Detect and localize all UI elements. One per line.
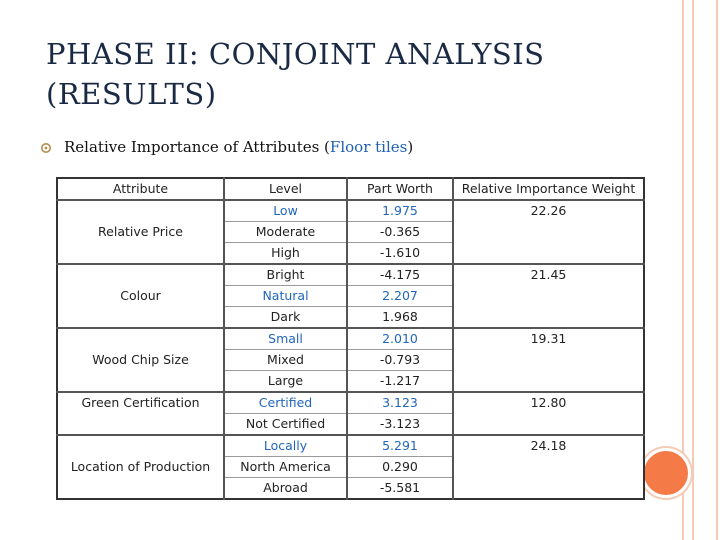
attribute-cell: Relative Price	[57, 200, 224, 264]
level-cell: High	[224, 243, 347, 265]
level-cell: Not Certified	[224, 414, 347, 436]
level-cell: Small	[224, 328, 347, 350]
part-worth-cell: -4.175	[347, 264, 453, 286]
header-relative-importance-weight: Relative Importance Weight	[453, 178, 644, 200]
slide-title	[46, 34, 646, 114]
level-cell: North America	[224, 457, 347, 478]
level-cell: Moderate	[224, 222, 347, 243]
table-row	[57, 328, 644, 350]
title-line-2: (RESULTS)	[46, 77, 217, 111]
weight-cell: 22.26	[453, 200, 644, 264]
title-line-1: PHASE II: CONJOINT ANALYSIS	[46, 37, 545, 71]
weight-cell: 19.31	[453, 328, 644, 392]
decorative-rule-right	[716, 0, 718, 540]
conjoint-results-table	[56, 177, 645, 500]
part-worth-cell: 2.207	[347, 286, 453, 307]
level-cell: Natural	[224, 286, 347, 307]
bullet-item	[40, 138, 413, 156]
attribute-cell: Wood Chip Size	[57, 328, 224, 392]
bullet-icon	[40, 142, 52, 154]
table-row	[57, 435, 644, 457]
part-worth-cell: -1.610	[347, 243, 453, 265]
table-row	[57, 200, 644, 222]
level-cell: Bright	[224, 264, 347, 286]
attribute-cell: Location of Production	[57, 435, 224, 499]
table-row	[57, 264, 644, 286]
weight-cell: 12.80	[453, 392, 644, 435]
part-worth-cell: -3.123	[347, 414, 453, 436]
decorative-orange-circle	[641, 448, 691, 498]
header-level: Level	[224, 178, 347, 200]
level-cell: Certified	[224, 392, 347, 414]
level-cell: Large	[224, 371, 347, 393]
table-row	[57, 392, 644, 414]
part-worth-cell: -5.581	[347, 478, 453, 500]
header-part-worth: Part Worth	[347, 178, 453, 200]
part-worth-cell: -0.793	[347, 350, 453, 371]
part-worth-cell: 1.975	[347, 200, 453, 222]
part-worth-cell: 2.010	[347, 328, 453, 350]
weight-cell: 21.45	[453, 264, 644, 328]
header-attribute: Attribute	[57, 178, 224, 200]
weight-cell: 24.18	[453, 435, 644, 499]
conjoint-results-table-container	[56, 177, 645, 500]
level-cell: Locally	[224, 435, 347, 457]
part-worth-cell: 5.291	[347, 435, 453, 457]
level-cell: Abroad	[224, 478, 347, 500]
bullet-text: Relative Importance of Attributes (Floor tiles)	[64, 138, 414, 156]
table-header-row	[57, 178, 644, 200]
level-cell: Low	[224, 200, 347, 222]
level-cell: Mixed	[224, 350, 347, 371]
part-worth-cell: 1.968	[347, 307, 453, 329]
attribute-cell: Colour	[57, 264, 224, 328]
part-worth-cell: 3.123	[347, 392, 453, 414]
attribute-cell: Green Certification	[57, 392, 224, 435]
part-worth-cell: 0.290	[347, 457, 453, 478]
part-worth-cell: -1.217	[347, 371, 453, 393]
level-cell: Dark	[224, 307, 347, 329]
decorative-rule-inner	[692, 0, 694, 540]
part-worth-cell: -0.365	[347, 222, 453, 243]
